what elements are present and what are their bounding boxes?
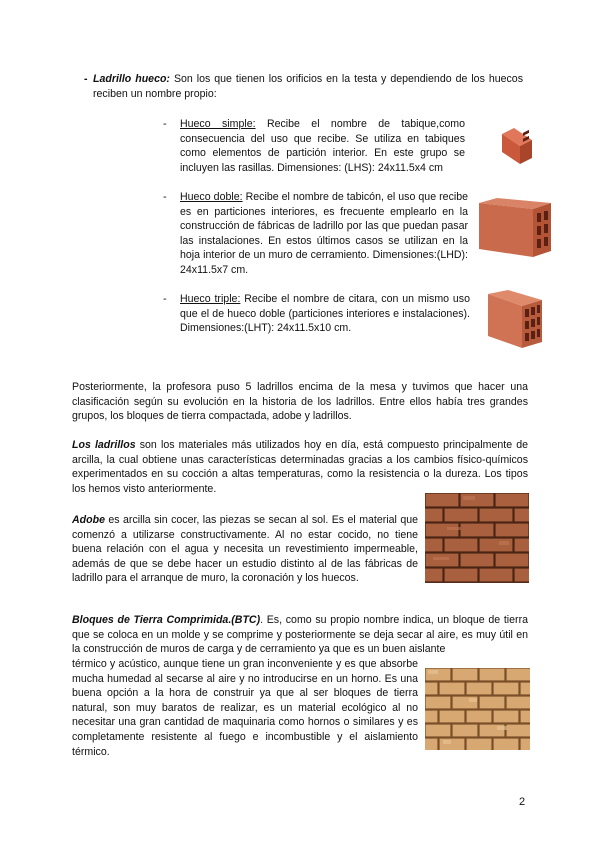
hueco-triple-item	[163, 292, 470, 336]
btc-paragraph-wrap: térmico y acústico, aunque tiene un gran inconveniente y es que absorbe mucha humedad al secarse al aire y no introducirse en un horno. Es una buena opción a la hora de construir ya que al ser bloques de tierra natural, son muy baratos de realizar, es un material ecológico al no necesitar una gran cantidad de maquinaria como hornos o similares y es completamente resistente al fuego e incombustible y el aislamiento térmico.	[72, 658, 418, 758]
btc-blocks-image	[425, 668, 530, 750]
hueco-simple-term: Hueco simple:	[180, 118, 256, 130]
ladrillos-term: Los ladrillos	[72, 439, 136, 451]
item-dash: -	[163, 191, 167, 203]
adobe-paragraph	[72, 513, 418, 586]
hueco-doble-term: Hueco doble:	[180, 191, 243, 203]
hueco-doble-text: Recibe el nombre de tabicón, el uso que recibe es en particiones interiores, es frecuente emplearlo en la construcción de fábricas de ladrillo por las que puedan pasar las instalaciones. En estos últimos casos se utilizan en la hoja interior de un muro de cerramiento. Dimensiones:(LHD): 24x11.5x7 cm.	[180, 191, 469, 276]
brick-hueco-triple-image	[482, 290, 544, 350]
ladrillos-text: son los materiales más utilizados hoy en día, está compuesto principalmente de arcilla, la cual obtiene unas características determinadas gracias a los cambios físico-químicos experimentados en su cocción a altas temperaturas, como la resistencia o la dureza. Los tipos los hemos visto anteriormente.	[72, 439, 529, 495]
adobe-text: es arcilla sin cocer, las piezas se secan al sol. Es el material que comenzó a utilizarse constructivamente. Al no estar cocido, no tiene buena relación con el agua y necesita un revestimiento impermeable, además de que se debe hacer un estudio distinto al de las fábricas de ladrillo para el arranque de muro, la coronación y los huecos.	[72, 514, 418, 585]
intro-text: Son los que tienen los orificios en la testa y dependiendo de los huecos reciben un nombre propio:	[93, 73, 524, 100]
hueco-simple-text: Recibe el nombre de tabique,como consecuencia del uso que recibe. Se utiliza en tabiques como elementos de partición interior. En este grupo se incluyen las rasillas. Dimensiones: (LHS): 24x11.5x4 cm	[180, 118, 465, 174]
posteriormente-paragraph: Posteriormente, la profesora puso 5 ladrillos encima de la mesa y tuvimos que hacer una clasificación según su evolución en la historia de los ladrillos. Entre ellos había tres grandes grupos, los bloques de tierra compactada, adobe y ladrillos.	[72, 381, 528, 423]
item-dash: -	[163, 293, 167, 305]
hueco-triple-term: Hueco triple:	[180, 293, 241, 305]
brick-hueco-simple-image	[496, 126, 536, 166]
adobe-wall-image	[425, 493, 529, 583]
hueco-doble-item	[163, 190, 469, 278]
hueco-triple-text: Recibe el nombre de citara, con un mismo uso que el de hueco doble (particiones interiores e instalaciones). Dimensiones:(LHT): 24x11.5x10 cm.	[180, 293, 470, 335]
ladrillos-paragraph	[72, 438, 528, 496]
intro-bullet	[84, 72, 524, 101]
btc-term: Bloques de Tierra Comprimida.(BTC)	[72, 614, 261, 626]
item-dash: -	[163, 118, 167, 130]
bullet-dash: -	[84, 73, 88, 85]
btc-text-lead: . Es, como su propio nombre indica, un bloque de tierra que se coloca en un molde y se comprime y posteriormente se deja secar al aire, es muy útil en la construcción de muros de carga y de cerramiento ya que es un buen aislante	[72, 614, 528, 656]
intro-term: Ladrillo hueco:	[93, 73, 170, 85]
hueco-simple-item	[163, 117, 465, 175]
adobe-term: Adobe	[72, 514, 105, 526]
brick-hueco-doble-image	[477, 197, 553, 259]
btc-paragraph-lead	[72, 613, 528, 657]
page-number: 2	[519, 796, 526, 808]
